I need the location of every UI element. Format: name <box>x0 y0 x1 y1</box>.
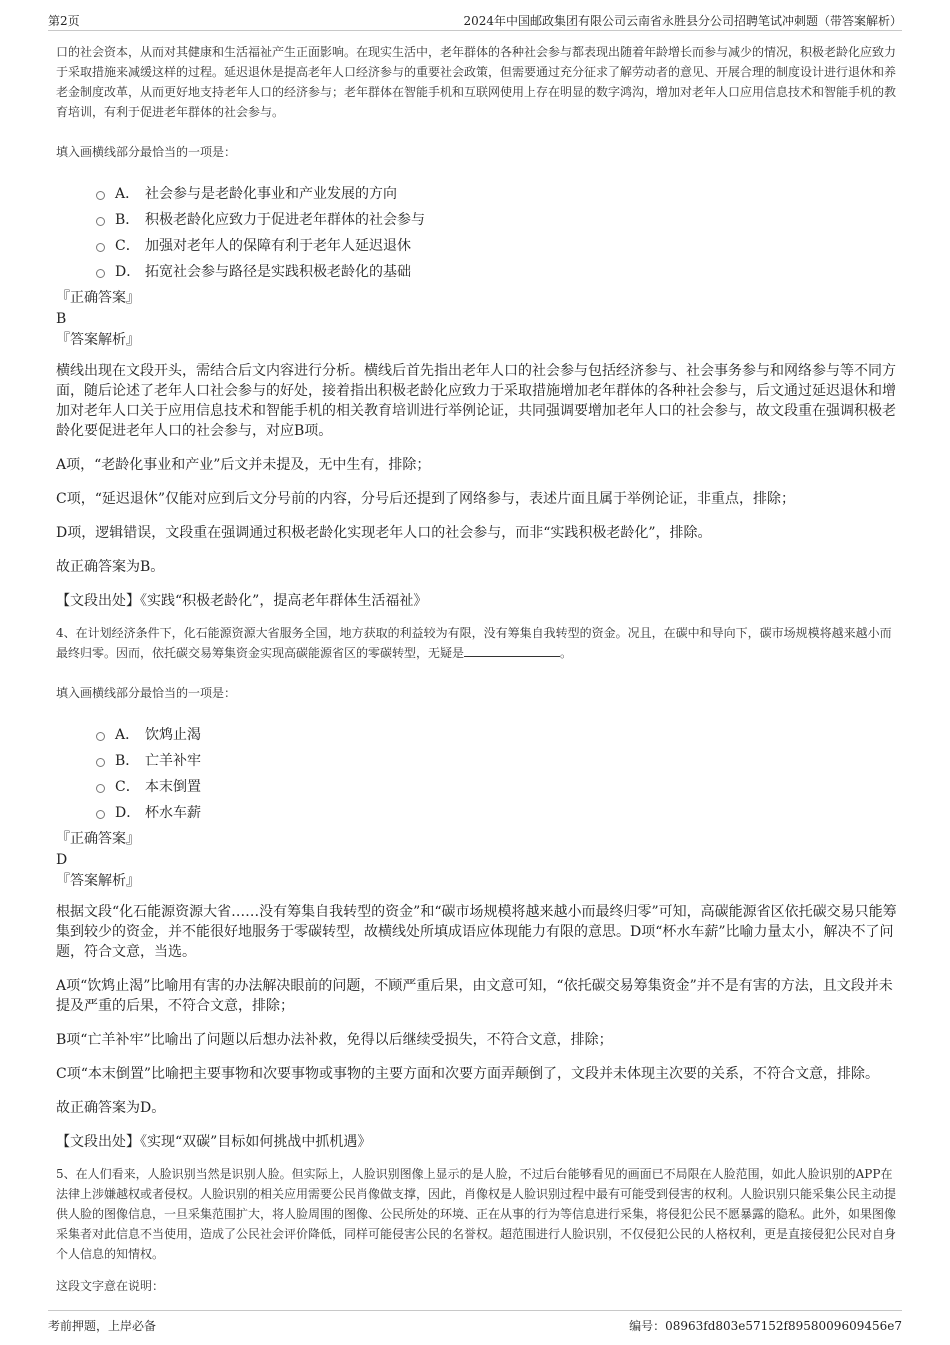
page-footer <box>48 1310 902 1333</box>
radio-icon[interactable] <box>96 191 105 200</box>
option-letter: C． <box>115 238 140 254</box>
q4-option-a[interactable] <box>96 721 902 747</box>
option-letter: D． <box>115 264 141 280</box>
option-letter: D． <box>115 805 141 821</box>
page-number: 第2页 <box>48 14 80 28</box>
q3-conclusion: 故正确答案为B。 <box>56 559 165 575</box>
answer-label: 『正确答案』 <box>56 831 140 847</box>
q4-prompt: 填入画横线部分最恰当的一项是： <box>56 686 237 700</box>
q3-source: 【文段出处】《实践“积极老龄化”，提高老年群体生活福祉》 <box>56 593 428 609</box>
radio-icon[interactable] <box>96 784 105 793</box>
q3-option-a[interactable] <box>96 180 902 206</box>
q4-analysis-main: 根据文段“化石能源资源大省……没有筹集自我转型的资金”和“碳市场规模将越来越小而最终归零”可知，高碳能源省区依托碳交易只能筹集到较少的资金，并不能很好地服务于零碳转型，故横线处所填成语应体现能力有限的意思。D项“杯水车薪”比喻力量太小，解决不了问题，符合文意，当选。 <box>56 904 897 960</box>
option-text: 饮鸩止渴 <box>145 727 201 743</box>
q4-option-c[interactable] <box>96 773 902 799</box>
q4-passage-end: 。 <box>560 646 573 660</box>
option-text: 拓宽社会参与路径是实践积极老龄化的基础 <box>145 264 411 280</box>
option-text: 加强对老年人的保障有利于老年人延迟退休 <box>145 238 411 254</box>
q5-prompt: 这段文字意在说明： <box>56 1279 165 1293</box>
q3-option-c[interactable] <box>96 232 902 258</box>
option-text: 积极老龄化应致力于促进老年群体的社会参与 <box>145 212 425 228</box>
q5-passage: 5、在人们看来，人脸识别当然是识别人脸。但实际上，人脸识别图像上显示的是人脸，不过后台能够看见的画面已不局限在人脸范围，如此人脸识别的APP在法律上涉嫌越权或者侵权。人脸识别的相关应用需要公民肖像做支撑，因此，肖像权是人脸识别过程中最有可能受到侵害的权利。人脸识别只能采集公民主动提供人脸的图像信息，一旦采集范围扩大，将人脸周围的图像、公民所处的环境、正在从事的行为等信息进行采集，将侵犯公民不愿暴露的隐私。此外，如果图像采集者对此信息不当使用，造成了公民社会评价降低，同样可能侵害公民的名誉权。超范围进行人脸识别，不仅侵犯公民的人格权利，更是直接侵犯公民对自身个人信息的知情权。 <box>56 1167 897 1261</box>
radio-icon[interactable] <box>96 243 105 252</box>
option-letter: B． <box>115 212 140 228</box>
q4-passage-text: 4、在计划经济条件下，化石能源资源大省服务全国，地方获取的利益较为有限，没有筹集自我转型的资金。况且，在碳中和导向下，碳市场规模将越来越小而最终归零。因而，依托碳交易筹集资金实现高碳能源省区的零碳转型，无疑是 <box>56 626 892 660</box>
q3-option-b[interactable] <box>96 206 902 232</box>
q4-analysis-a: A项“饮鸩止渴”比喻用有害的办法解决眼前的问题，不顾严重后果，由文意可知，“依托碳交易筹集资金”并不是有害的方法，且文段并未提及严重的后果，不符合文意，排除； <box>56 978 893 1014</box>
q4-option-d[interactable] <box>96 799 902 825</box>
option-text: 亡羊补牢 <box>145 753 201 769</box>
answer-label: 『正确答案』 <box>56 290 140 306</box>
analysis-label: 『答案解析』 <box>56 332 140 348</box>
page-content <box>56 42 902 1296</box>
option-text: 社会参与是老龄化事业和产业发展的方向 <box>145 186 397 202</box>
radio-icon[interactable] <box>96 758 105 767</box>
page-header <box>48 8 902 31</box>
radio-icon[interactable] <box>96 732 105 741</box>
q4-option-b[interactable] <box>96 747 902 773</box>
radio-icon[interactable] <box>96 217 105 226</box>
option-letter: B． <box>115 753 140 769</box>
q3-analysis-a: A项，“老龄化事业和产业”后文并未提及，无中生有，排除； <box>56 457 431 473</box>
q3-analysis-c: C项，“延迟退休”仅能对应到后文分号前的内容，分号后还提到了网络参与，表述片面且属于举例论证，非重点，排除； <box>56 491 796 507</box>
option-letter: A． <box>115 186 140 202</box>
q3-option-d[interactable] <box>96 258 902 284</box>
radio-icon[interactable] <box>96 810 105 819</box>
option-letter: A． <box>115 727 140 743</box>
document-id: 编号：08963fd803e57152f8958009609456e7 <box>629 1319 902 1333</box>
q4-source: 【文段出处】《实现“双碳”目标如何挑战中抓机遇》 <box>56 1134 372 1150</box>
correct-answer: B <box>56 311 67 327</box>
q3-options <box>96 180 902 284</box>
q4-conclusion: 故正确答案为D。 <box>56 1100 166 1116</box>
q4-passage <box>56 623 902 663</box>
q4-analysis-c: C项“本末倒置”比喻把主要事物和次要事物或事物的主要方面和次要方面弄颠倒了，文段并未体现主次要的关系，不符合文意，排除。 <box>56 1066 880 1082</box>
radio-icon[interactable] <box>96 269 105 278</box>
q3-analysis-main: 横线出现在文段开头，需结合后文内容进行分析。横线后首先指出老年人口的社会参与包括经济参与、社会事务参与和网络参与等不同方面，随后论述了老年人口社会参与的好处，接着指出积极老龄化应致力于采取措施增加老年群体的各种社会参与，后文通过延迟退休和增加对老年人口关于应用信息技术和智能手机的相关教育培训进行举例论证，共同强调要增加老年人口的社会参与，故文段重在强调积极老龄化要促进老年人口的社会参与，对应B项。 <box>56 363 896 439</box>
option-text: 本末倒置 <box>145 779 201 795</box>
q3-answer-block <box>56 288 902 351</box>
correct-answer: D <box>56 852 68 868</box>
analysis-label: 『答案解析』 <box>56 873 140 889</box>
q4-analysis-b: B项“亡羊补牢”比喻出了问题以后想办法补救，免得以后继续受损失，不符合文意，排除； <box>56 1032 613 1048</box>
option-letter: C． <box>115 779 140 795</box>
document-title: 2024年中国邮政集团有限公司云南省永胜县分公司招聘笔试冲刺题（带答案解析） <box>463 14 902 28</box>
q4-answer-block <box>56 829 902 892</box>
q3-prompt: 填入画横线部分最恰当的一项是： <box>56 145 237 159</box>
fill-blank <box>464 644 560 657</box>
q3-passage: 口的社会资本，从而对其健康和生活福祉产生正面影响。在现实生活中，老年群体的各种社会参与都表现出随着年龄增长而参与减少的情况，积极老龄化应致力于采取措施来减缓这样的过程。延迟退休是提高老年人口经济参与的重要社会政策，但需要通过充分征求了解劳动者的意见、开展合理的制度设计进行退休和养老金制度改革，从而更好地支持老年人口的经济参与；老年群体在智能手机和互联网使用上存在明显的数字鸿沟，增加对老年人口应用信息技术和智能手机的教育培训，有利于促进老年群体的社会参与。 <box>56 45 897 119</box>
footer-slogan: 考前押题，上岸必备 <box>48 1319 157 1333</box>
q3-analysis-d: D项，逻辑错误，文段重在强调通过积极老龄化实现老年人口的社会参与，而非“实践积极老龄化”，排除。 <box>56 525 712 541</box>
q4-options <box>96 721 902 825</box>
option-text: 杯水车薪 <box>145 805 201 821</box>
